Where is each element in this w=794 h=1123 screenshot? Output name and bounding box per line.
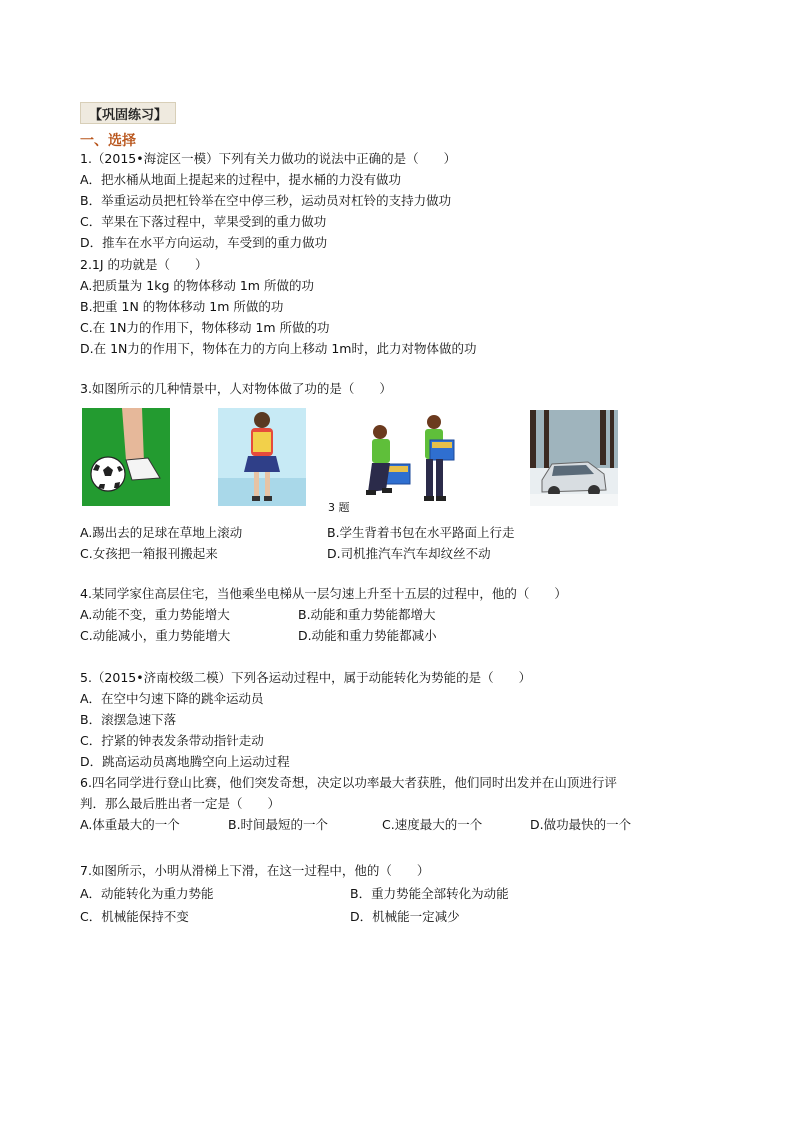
car-in-snow-image [530,410,618,506]
q7-option-a: A．动能转化为重力势能 [80,886,214,901]
q5-option-a: A．在空中匀速下降的跳伞运动员 [80,691,264,706]
q7-option-c: C．机械能保持不变 [80,909,189,924]
q1-option-d: D．推车在水平方向运动，车受到的重力做功 [80,235,328,250]
q1-option-c: C．苹果在下落过程中，苹果受到的重力做功 [80,214,327,229]
q3-option-a: A.踢出去的足球在草地上滚动 [80,525,243,540]
q4-option-b: B.动能和重力势能都增大 [298,607,436,622]
q6-stem-line1: 6.四名同学进行登山比赛，他们突发奇想，决定以功率最大者获胜，他们同时出发并在山顶进行评 [80,775,617,790]
q3-option-d: D.司机推汽车汽车却纹丝不动 [327,546,491,561]
section-title: 一、选择 [80,133,136,149]
q4-option-a: A.动能不变，重力势能增大 [80,607,230,622]
q5-option-c: C．拧紧的钟表发条带动指针走动 [80,733,264,748]
q2-option-b: B.把重 1N 的物体移动 1m 所做的功 [80,299,284,314]
q4-stem: 4.某同学家住高层住宅，当他乘坐电梯从一层匀速上升至十五层的过程中，他的（ ） [80,586,567,601]
q4-option-c: C.动能减小，重力势能增大 [80,628,231,643]
q3-option-c: C.女孩把一箱报刊搬起来 [80,546,218,561]
q3-stem: 3.如图所示的几种情景中，人对物体做了功的是（ ） [80,381,392,396]
q1-stem: 1.（2015•海淀区一模）下列有关力做功的说法中正确的是（ ） [80,151,457,166]
q1-option-b: B．举重运动员把杠铃举在空中停三秒，运动员对杠铃的支持力做功 [80,193,452,208]
q5-option-b: B．滚摆急速下落 [80,712,177,727]
q5-option-d: D．跳高运动员离地腾空向上运动过程 [80,754,290,769]
section-header: 【巩固练习】 [80,102,176,124]
q2-option-d: D.在 1N力的作用下，物体在力的方向上移动 1m时，此力对物体做的功 [80,341,477,356]
q7-stem: 7.如图所示，小明从滑梯上下滑，在这一过程中，他的（ ） [80,863,430,878]
soccer-ball-image [82,408,170,506]
q1-option-a: A．把水桶从地面上提起来的过程中，提水桶的力没有做功 [80,172,402,187]
girl-lifting-box-image [364,412,460,506]
q6-option-b: B.时间最短的一个 [228,817,329,832]
q2-option-c: C.在 1N力的作用下，物体移动 1m 所做的功 [80,320,330,335]
q4-option-d: D.动能和重力势能都减小 [298,628,437,643]
student-backpack-image [218,408,306,506]
q7-option-d: D．机械能一定减少 [350,909,460,924]
q2-option-a: A.把质量为 1kg 的物体移动 1m 所做的功 [80,278,314,293]
q5-stem: 5.（2015•济南校级二模）下列各运动过程中，属于动能转化为势能的是（ ） [80,670,532,685]
q2-stem: 2.1J 的功就是（ ） [80,257,208,272]
q6-stem-line2: 判．那么最后胜出者一定是（ ） [80,796,281,811]
q6-option-c: C.速度最大的一个 [382,817,483,832]
q3-figure-caption: 3 题 [328,501,350,514]
q3-option-b: B.学生背着书包在水平路面上行走 [327,525,515,540]
q6-option-a: A.体重最大的一个 [80,817,180,832]
q6-option-d: D.做功最快的一个 [530,817,632,832]
q7-option-b: B．重力势能全部转化为动能 [350,886,509,901]
